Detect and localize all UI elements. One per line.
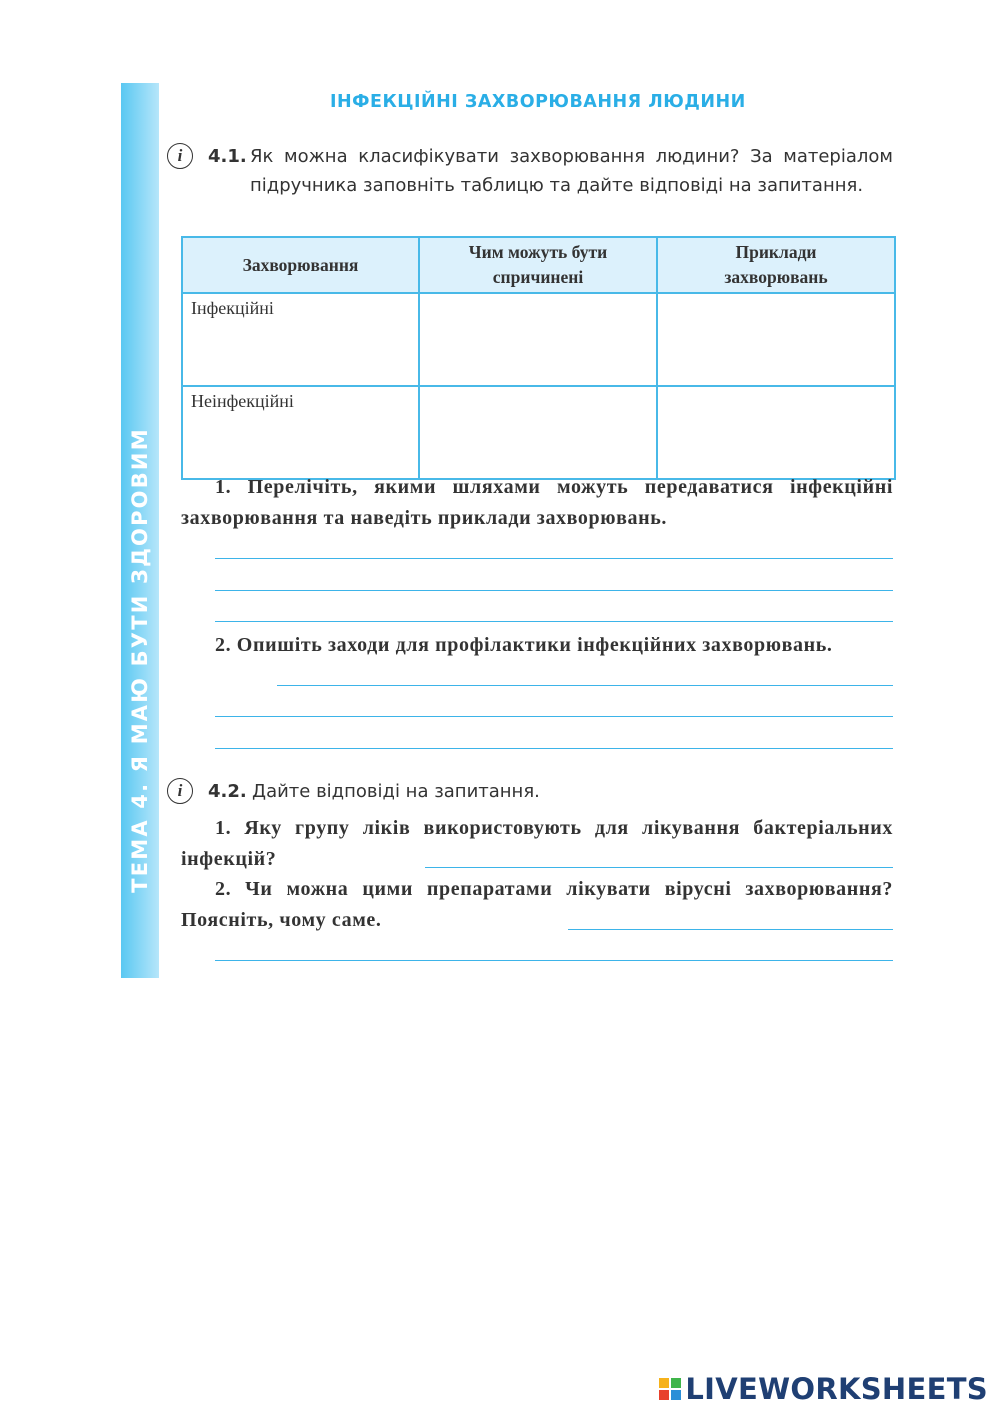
task-4-2-text: Дайте відповіді на запитання. <box>252 781 540 802</box>
table-header: Чим можуть бути спричинені <box>419 237 657 293</box>
question-4-1-1: 1. Перелічіть, якими шляхами можуть передаватися інфекційні захворювання та наведіть приклади захворювань. <box>181 476 893 529</box>
answer-line[interactable] <box>568 929 893 930</box>
question-4-1-2: 2. Опишіть заходи для профілактики інфекційних захворювань. <box>215 634 833 656</box>
page-title: ІНФЕКЦІЙНІ ЗАХВОРЮВАННЯ ЛЮДИНИ <box>330 92 746 112</box>
logo-block <box>671 1390 681 1400</box>
logo-block <box>659 1390 669 1400</box>
answer-line[interactable] <box>215 716 893 717</box>
table-row <box>182 386 895 479</box>
info-icon: i <box>167 143 193 169</box>
logo-blocks-icon <box>659 1378 681 1400</box>
answer-line[interactable] <box>277 685 893 686</box>
table-row <box>182 293 895 386</box>
question-4-2-1: 1. Яку групу ліків використовують для лікування бактеріальних інфекцій? <box>181 817 893 870</box>
liveworksheets-logo <box>659 1372 988 1406</box>
answer-line[interactable] <box>215 748 893 749</box>
question-4-2-2: 2. Чи можна цими препаратами лікувати вірусні захворювання? Поясніть, чому саме. <box>181 878 893 931</box>
answer-cell[interactable] <box>419 293 657 386</box>
table-header: Захворювання <box>182 237 419 293</box>
answer-cell[interactable] <box>657 386 895 479</box>
logo-text: LIVEWORKSHEETS <box>685 1372 988 1406</box>
side-banner-text: ТЕМА 4. Я МАЮ БУТИ ЗДОРОВИМ <box>128 427 152 893</box>
task-4-2-number: 4.2. <box>208 781 247 802</box>
classification-table <box>181 236 896 480</box>
logo-block <box>671 1378 681 1388</box>
info-icon: i <box>167 778 193 804</box>
answer-line[interactable] <box>215 621 893 622</box>
row-label: Інфекційні <box>182 293 419 386</box>
task-4-1-text: Як можна класифікувати захворювання людини? За матеріалом підручника заповніть таблицю та дайте відповіді на запитання. <box>250 146 893 196</box>
answer-line[interactable] <box>215 590 893 591</box>
answer-line[interactable] <box>215 960 893 961</box>
task-4-1-number: 4.1. <box>208 146 247 167</box>
answer-line[interactable] <box>425 867 893 868</box>
row-label: Неінфекційні <box>182 386 419 479</box>
logo-block <box>659 1378 669 1388</box>
answer-line[interactable] <box>215 558 893 559</box>
table-header-row <box>182 237 895 293</box>
answer-cell[interactable] <box>419 386 657 479</box>
table-header: Приклади захворювань <box>657 237 895 293</box>
answer-cell[interactable] <box>657 293 895 386</box>
